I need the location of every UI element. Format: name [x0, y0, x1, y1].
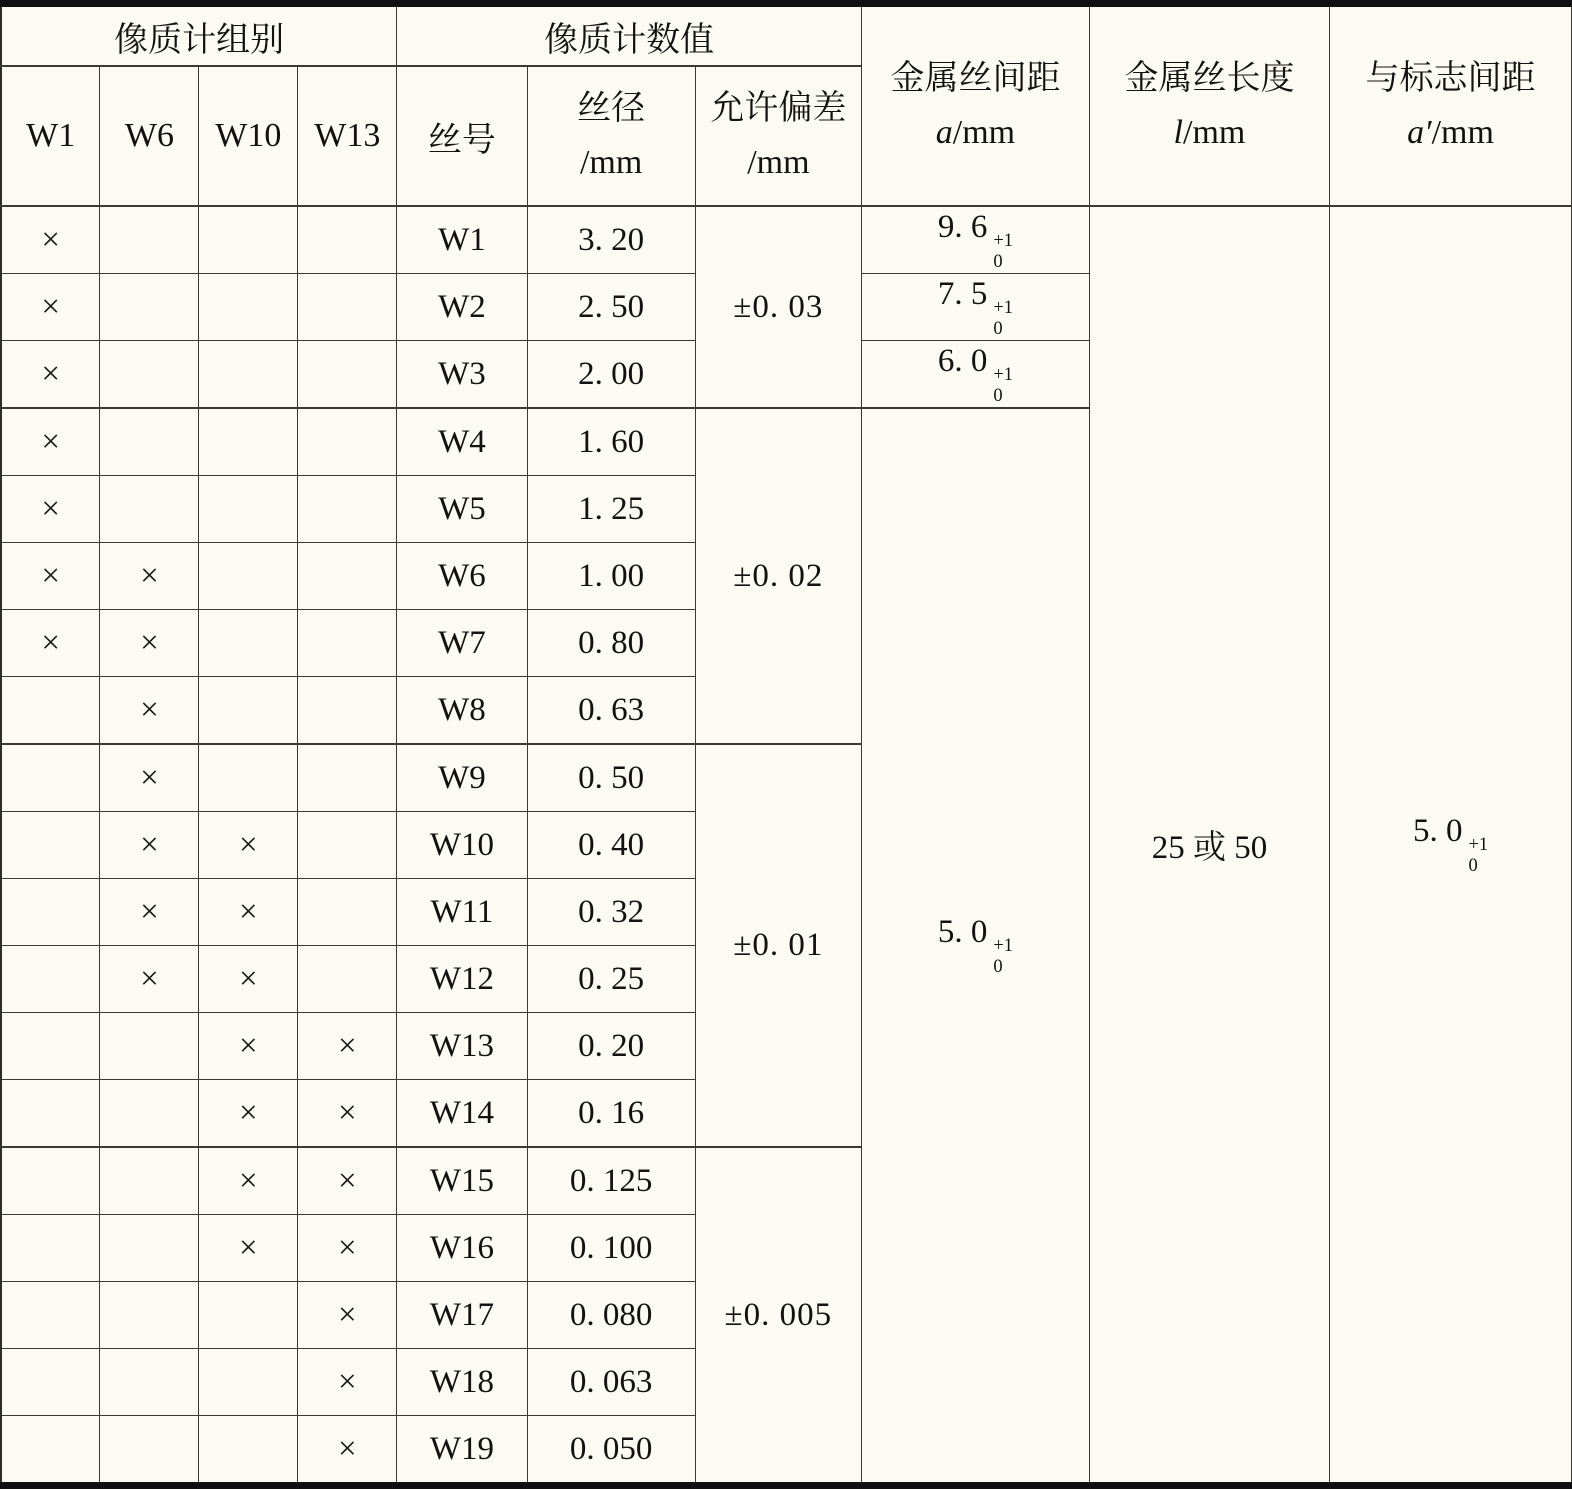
group-mark-cell: [298, 274, 397, 341]
group-mark-cell: [199, 677, 298, 745]
group-mark-cell: [1, 1416, 100, 1486]
wire-number-cell: W16: [397, 1215, 527, 1282]
group-mark-cell: [100, 408, 199, 476]
group-mark-cell: ×: [298, 1416, 397, 1486]
group-mark-cell: [1, 1282, 100, 1349]
wire-number-cell: W10: [397, 812, 527, 879]
tolerance-superscript: +1: [993, 363, 1014, 384]
group-mark-cell: ×: [100, 677, 199, 745]
wire-diameter-cell: 3. 20: [527, 206, 695, 274]
wire-diameter-cell: 0. 080: [527, 1282, 695, 1349]
group-mark-cell: [199, 543, 298, 610]
mark-distance-cell: 5. 0 +1 0: [1330, 206, 1572, 1486]
tolerance-subscript: 0: [993, 384, 1003, 405]
group-mark-cell: [298, 879, 397, 946]
group-mark-cell: ×: [100, 879, 199, 946]
header-wire-number: 丝号: [397, 66, 527, 206]
wire-number-cell: W7: [397, 610, 527, 677]
group-mark-cell: [100, 1013, 199, 1080]
wire-number-cell: W12: [397, 946, 527, 1013]
wire-number-cell: W8: [397, 677, 527, 745]
wire-diameter-cell: 0. 100: [527, 1215, 695, 1282]
header-mark-distance-unit: a′/mm: [1407, 114, 1494, 151]
wire-diameter-cell: 0. 25: [527, 946, 695, 1013]
wire-diameter-cell: 1. 25: [527, 476, 695, 543]
group-mark-cell: [199, 1416, 298, 1486]
group-mark-cell: [100, 1282, 199, 1349]
group-mark-cell: [100, 1416, 199, 1486]
wire-diameter-cell: 0. 32: [527, 879, 695, 946]
header-mark-distance-title: 与标志间距: [1365, 59, 1536, 97]
group-mark-cell: ×: [1, 341, 100, 409]
header-wire-spacing-title: 金属丝间距: [890, 59, 1061, 97]
group-mark-cell: [100, 1215, 199, 1282]
header-group-w6: W6: [100, 66, 199, 206]
group-mark-cell: ×: [100, 610, 199, 677]
wire-number-cell: W9: [397, 744, 527, 812]
group-mark-cell: ×: [199, 812, 298, 879]
deviation-cell: ±0. 03: [695, 206, 861, 408]
group-mark-cell: ×: [1, 206, 100, 274]
tolerance-superscript: +1: [993, 296, 1014, 317]
wire-diameter-cell: 2. 50: [527, 274, 695, 341]
header-wire-length-unit: l/mm: [1173, 114, 1246, 151]
wire-diameter-cell: 0. 50: [527, 744, 695, 812]
group-mark-cell: ×: [199, 1147, 298, 1215]
group-mark-cell: [100, 1080, 199, 1148]
group-mark-cell: ×: [298, 1215, 397, 1282]
group-mark-cell: [199, 408, 298, 476]
group-mark-cell: [199, 341, 298, 409]
wire-spacing-cell: 9. 6 +1 0: [862, 206, 1090, 274]
group-mark-cell: [1, 1349, 100, 1416]
group-mark-cell: [298, 812, 397, 879]
group-mark-cell: [100, 206, 199, 274]
header-group-w10: W10: [199, 66, 298, 206]
group-mark-cell: [1, 1215, 100, 1282]
wire-number-cell: W13: [397, 1013, 527, 1080]
group-mark-cell: [199, 274, 298, 341]
group-mark-cell: ×: [298, 1080, 397, 1148]
group-mark-cell: [1, 677, 100, 745]
tolerance-subscript: 0: [993, 250, 1003, 271]
deviation-cell: ±0. 01: [695, 744, 861, 1147]
group-mark-cell: [1, 744, 100, 812]
group-mark-cell: [100, 274, 199, 341]
header-group-title: 像质计组别: [1, 4, 397, 67]
group-mark-cell: [199, 476, 298, 543]
tolerance-subscript: 0: [993, 317, 1003, 338]
wire-number-cell: W1: [397, 206, 527, 274]
wire-diameter-cell: 0. 063: [527, 1349, 695, 1416]
header-wire-spacing: [862, 4, 1090, 207]
wire-number-cell: W18: [397, 1349, 527, 1416]
group-mark-cell: ×: [298, 1282, 397, 1349]
wire-number-cell: W6: [397, 543, 527, 610]
group-mark-cell: [1, 879, 100, 946]
wire-diameter-cell: 0. 80: [527, 610, 695, 677]
wire-spacing-cell: 6. 0 +1 0: [862, 341, 1090, 409]
table-row-w1: [1, 206, 1572, 274]
header-group-w1: W1: [1, 66, 100, 206]
tolerance-superscript: +1: [1468, 834, 1489, 855]
group-mark-cell: ×: [1, 274, 100, 341]
header-wire-spacing-unit: a/mm: [935, 114, 1016, 151]
group-mark-cell: [298, 610, 397, 677]
group-mark-cell: ×: [100, 812, 199, 879]
wire-number-cell: W15: [397, 1147, 527, 1215]
group-mark-cell: ×: [298, 1013, 397, 1080]
group-mark-cell: ×: [199, 1215, 298, 1282]
group-mark-cell: [298, 677, 397, 745]
group-mark-cell: [199, 1349, 298, 1416]
group-mark-cell: [1, 1147, 100, 1215]
group-mark-cell: ×: [1, 476, 100, 543]
group-mark-cell: ×: [1, 610, 100, 677]
group-mark-cell: ×: [1, 408, 100, 476]
group-mark-cell: ×: [199, 946, 298, 1013]
header-mark-distance: [1330, 4, 1572, 207]
header-wire-diameter: 丝径 /mm: [527, 66, 695, 206]
wire-number-cell: W19: [397, 1416, 527, 1486]
wire-number-cell: W2: [397, 274, 527, 341]
group-mark-cell: [1, 1013, 100, 1080]
wire-diameter-cell: 0. 20: [527, 1013, 695, 1080]
group-mark-cell: ×: [298, 1147, 397, 1215]
tolerance-superscript: +1: [993, 229, 1014, 250]
tolerance-subscript: 0: [993, 956, 1003, 977]
deviation-cell: ±0. 02: [695, 408, 861, 744]
group-mark-cell: [199, 610, 298, 677]
wire-spacing-cell: 5. 0 +1 0: [862, 408, 1090, 1486]
group-mark-cell: [100, 1349, 199, 1416]
wire-diameter-cell: 2. 00: [527, 341, 695, 409]
group-mark-cell: ×: [199, 1080, 298, 1148]
group-mark-cell: [298, 206, 397, 274]
header-deviation: 允许偏差 /mm: [695, 66, 861, 206]
group-mark-cell: [199, 206, 298, 274]
group-mark-cell: [1, 812, 100, 879]
group-mark-cell: [298, 341, 397, 409]
wire-number-cell: W5: [397, 476, 527, 543]
tolerance-subscript: 0: [1468, 855, 1478, 876]
wire-diameter-cell: 0. 050: [527, 1416, 695, 1486]
wire-spacing-cell: 7. 5 +1 0: [862, 274, 1090, 341]
wire-diameter-cell: 0. 16: [527, 1080, 695, 1148]
header-wire-length-title: 金属丝长度: [1124, 59, 1295, 97]
wire-diameter-cell: 1. 00: [527, 543, 695, 610]
header-value-title: 像质计数值: [397, 4, 862, 67]
group-mark-cell: [100, 476, 199, 543]
wire-length-cell: 25 或 50: [1089, 206, 1329, 1486]
tolerance-superscript: +1: [993, 935, 1014, 956]
group-mark-cell: [100, 341, 199, 409]
wire-number-cell: W11: [397, 879, 527, 946]
wire-number-cell: W3: [397, 341, 527, 409]
deviation-cell: ±0. 005: [695, 1147, 861, 1486]
group-mark-cell: ×: [199, 879, 298, 946]
group-mark-cell: ×: [298, 1349, 397, 1416]
group-mark-cell: [1, 1080, 100, 1148]
group-mark-cell: ×: [100, 946, 199, 1013]
wire-diameter-cell: 0. 40: [527, 812, 695, 879]
wire-diameter-cell: 0. 63: [527, 677, 695, 745]
wire-diameter-cell: 0. 125: [527, 1147, 695, 1215]
header-group-w13: W13: [298, 66, 397, 206]
wire-number-cell: W4: [397, 408, 527, 476]
group-mark-cell: [298, 408, 397, 476]
group-mark-cell: [1, 946, 100, 1013]
group-mark-cell: ×: [100, 744, 199, 812]
wire-number-cell: W17: [397, 1282, 527, 1349]
wire-diameter-cell: 1. 60: [527, 408, 695, 476]
wire-number-cell: W14: [397, 1080, 527, 1148]
group-mark-cell: ×: [199, 1013, 298, 1080]
group-mark-cell: [199, 744, 298, 812]
group-mark-cell: [298, 744, 397, 812]
group-mark-cell: ×: [100, 543, 199, 610]
header-wire-length: [1089, 4, 1329, 207]
group-mark-cell: [298, 476, 397, 543]
group-mark-cell: [199, 1282, 298, 1349]
group-mark-cell: [298, 946, 397, 1013]
group-mark-cell: ×: [1, 543, 100, 610]
group-mark-cell: [298, 543, 397, 610]
header-row-1: [1, 4, 1572, 67]
group-mark-cell: [100, 1147, 199, 1215]
